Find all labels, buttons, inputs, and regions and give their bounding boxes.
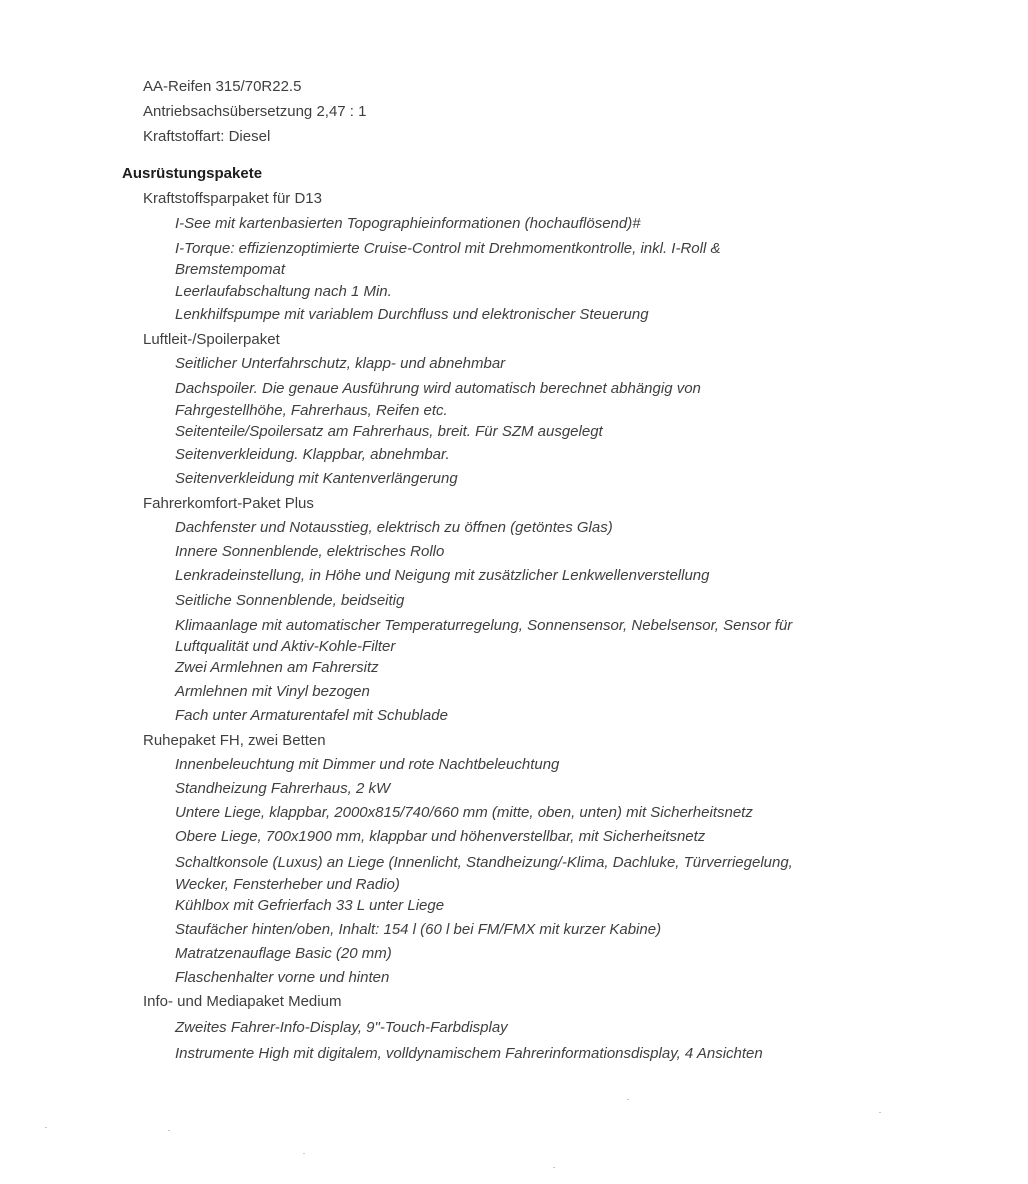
package-item: Innere Sonnenblende, elektrisches Rollo xyxy=(175,543,445,560)
package-item: Untere Liege, klappbar, 2000x815/740/660 mm (mitte, oben, unten) mit Sicherheitsnetz xyxy=(175,804,753,821)
package-item: Schaltkonsole (Luxus) an Liege (Innenlicht, Standheizung/-Klima, Dachluke, Türverriegelung, xyxy=(175,854,793,871)
package-item: Seitenverkleidung. Klappbar, abnehmbar. xyxy=(175,446,450,463)
package-item: I-See mit kartenbasierten Topographieinformationen (hochauflösend)# xyxy=(175,215,641,232)
section-heading: Ausrüstungspakete xyxy=(122,165,263,182)
package-item: Flaschenhalter vorne und hinten xyxy=(175,969,390,986)
package-item: Zweites Fahrer-Info-Display, 9"-Touch-Farbdisplay xyxy=(175,1019,508,1036)
package-title: Info- und Mediapaket Medium xyxy=(143,993,342,1010)
package-item: Kühlbox mit Gefrierfach 33 L unter Liege xyxy=(175,897,445,914)
package-title: Fahrerkomfort-Paket Plus xyxy=(143,495,314,512)
scan-speck xyxy=(168,1130,170,1131)
intro-line: AA-Reifen 315/70R22.5 xyxy=(143,78,302,95)
scan-speck xyxy=(45,1127,47,1128)
package-item: Obere Liege, 700x1900 mm, klappbar und höhenverstellbar, mit Sicherheitsnetz xyxy=(175,828,706,845)
package-item: Seitenteile/Spoilersatz am Fahrerhaus, breit. Für SZM ausgelegt xyxy=(175,423,603,440)
package-item: Dachfenster und Notausstieg, elektrisch zu öffnen (getöntes Glas) xyxy=(175,519,613,536)
package-item-continuation: Wecker, Fensterheber und Radio) xyxy=(175,876,400,893)
intro-line: Antriebsachsübersetzung 2,47 : 1 xyxy=(143,103,367,120)
intro-line: Kraftstoffart: Diesel xyxy=(143,128,271,145)
package-item: Staufächer hinten/oben, Inhalt: 154 l (60 l bei FM/FMX mit kurzer Kabine) xyxy=(175,921,662,938)
package-item-continuation: Bremstempomat xyxy=(175,261,286,278)
package-item: Leerlaufabschaltung nach 1 Min. xyxy=(175,283,392,300)
package-item: Standheizung Fahrerhaus, 2 kW xyxy=(175,780,391,797)
package-item: Zwei Armlehnen am Fahrersitz xyxy=(175,659,379,676)
package-item: Seitenverkleidung mit Kantenverlängerung xyxy=(175,470,458,487)
package-item-continuation: Fahrgestellhöhe, Fahrerhaus, Reifen etc. xyxy=(175,402,448,419)
package-item: Matratzenauflage Basic (20 mm) xyxy=(175,945,392,962)
scan-speck xyxy=(553,1167,555,1168)
package-item: Fach unter Armaturentafel mit Schublade xyxy=(175,707,448,724)
package-item: I-Torque: effizienzoptimierte Cruise-Control mit Drehmomentkontrolle, inkl. I-Roll & xyxy=(175,240,721,257)
scan-speck xyxy=(627,1099,629,1100)
scan-speck xyxy=(879,1112,881,1113)
package-item: Instrumente High mit digitalem, volldynamischem Fahrerinformationsdisplay, 4 Ansichten xyxy=(175,1045,763,1062)
package-item: Klimaanlage mit automatischer Temperaturregelung, Sonnensensor, Nebelsensor, Sensor für xyxy=(175,617,793,634)
package-item: Innenbeleuchtung mit Dimmer und rote Nachtbeleuchtung xyxy=(175,756,560,773)
package-item: Armlehnen mit Vinyl bezogen xyxy=(175,683,370,700)
package-item: Seitliche Sonnenblende, beidseitig xyxy=(175,592,405,609)
package-item: Lenkhilfspumpe mit variablem Durchfluss und elektronischer Steuerung xyxy=(175,306,649,323)
package-item: Lenkradeinstellung, in Höhe und Neigung mit zusätzlicher Lenkwellenverstellung xyxy=(175,567,710,584)
scan-speck xyxy=(303,1153,305,1154)
package-title: Kraftstoffsparpaket für D13 xyxy=(143,190,322,207)
package-item: Dachspoiler. Die genaue Ausführung wird automatisch berechnet abhängig von xyxy=(175,380,701,397)
package-title: Ruhepaket FH, zwei Betten xyxy=(143,732,326,749)
package-item-continuation: Luftqualität und Aktiv-Kohle-Filter xyxy=(175,638,396,655)
package-item: Seitlicher Unterfahrschutz, klapp- und abnehmbar xyxy=(175,355,506,372)
package-title: Luftleit-/Spoilerpaket xyxy=(143,331,280,348)
